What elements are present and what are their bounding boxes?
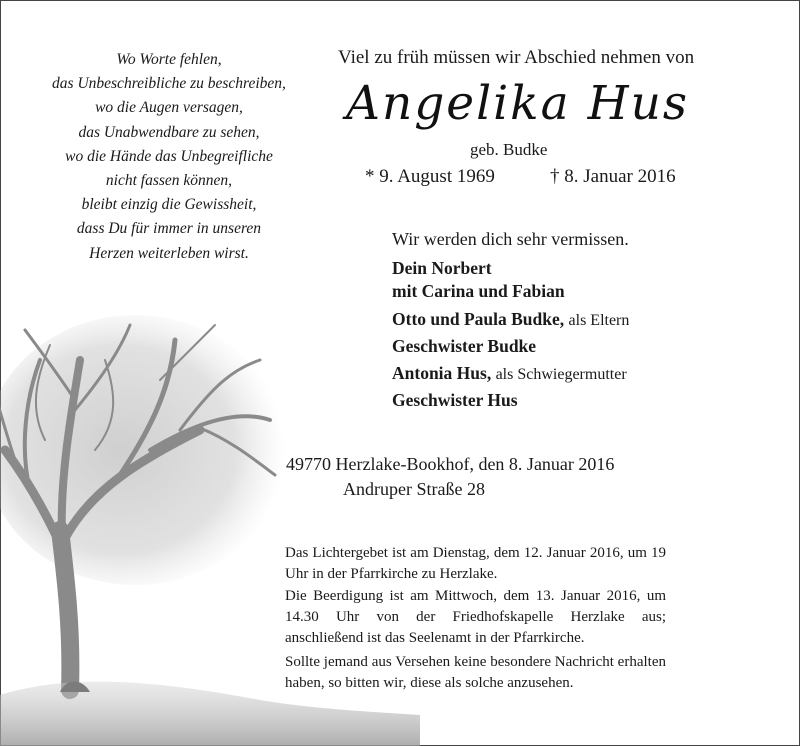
- street-address: Andruper Straße 28: [343, 479, 485, 499]
- poem-line: das Unbeschreibliche zu beschreiben,: [52, 75, 286, 93]
- poem-line: dass Du für immer in unseren: [76, 220, 262, 238]
- mourner-name: Dein Norbert: [392, 258, 492, 278]
- maiden-name: geb. Budke: [470, 140, 548, 159]
- place-and-date: 49770 Herzlake-Bookhof, den 8. Januar 2016: [286, 454, 615, 474]
- mourner-entry: [392, 281, 565, 302]
- poem: [30, 48, 308, 266]
- mourner-entry: [392, 258, 492, 279]
- mourners-heading: Wir werden dich sehr vermissen.: [392, 229, 629, 249]
- mourner-entry: [392, 363, 627, 384]
- mourner-entry: [392, 309, 629, 330]
- info-paragraph-funeral: Die Beerdigung ist am Mittwoch, dem 13. Januar 2016, um 14.30 Uhr von der Friedhofskapelle Herzlake aus; anschließend ist das Seelenamt in der Pfarrkirche.: [285, 588, 666, 646]
- poem-line: wo die Hände das Unbegreifliche: [65, 147, 273, 165]
- birth-date: * 9. August 1969: [365, 166, 495, 187]
- mourner-name: Geschwister Hus: [392, 390, 518, 410]
- mourner-name: Otto und Paula Budke,: [392, 309, 565, 329]
- deceased-name: Angelika Hus: [346, 76, 689, 131]
- mourner-name: Antonia Hus,: [392, 363, 492, 383]
- mourner-name: Geschwister Budke: [392, 336, 537, 356]
- mourner-relation: als Eltern: [568, 312, 630, 329]
- info-paragraph-prayer: Das Lichtergebet ist am Dienstag, dem 12. Januar 2016, um 19 Uhr in der Pfarrkirche zu Herzlake.: [285, 545, 666, 582]
- poem-line: Herzen weiterleben wirst.: [89, 244, 249, 262]
- intro-line: Viel zu früh müssen wir Abschied nehmen von: [338, 47, 695, 68]
- poem-line: Wo Worte fehlen,: [116, 51, 222, 68]
- poem-line: wo die Augen versagen,: [95, 99, 243, 117]
- mourner-entry: [392, 390, 518, 411]
- mourner-entry: [392, 336, 536, 357]
- mourner-relation: als Schwiegermutter: [495, 366, 627, 383]
- poem-line: bleibt einzig die Gewissheit,: [81, 196, 257, 214]
- info-paragraph-notice: Sollte jemand aus Versehen keine besondere Nachricht erhalten haben, so bitten wir, diese als solche anzusehen.: [285, 654, 666, 691]
- poem-line: nicht fassen können,: [105, 172, 233, 190]
- death-date: † 8. Januar 2016: [550, 166, 676, 187]
- poem-line: das Unabwendbare zu sehen,: [78, 123, 260, 141]
- mourner-name: mit Carina und Fabian: [392, 281, 565, 301]
